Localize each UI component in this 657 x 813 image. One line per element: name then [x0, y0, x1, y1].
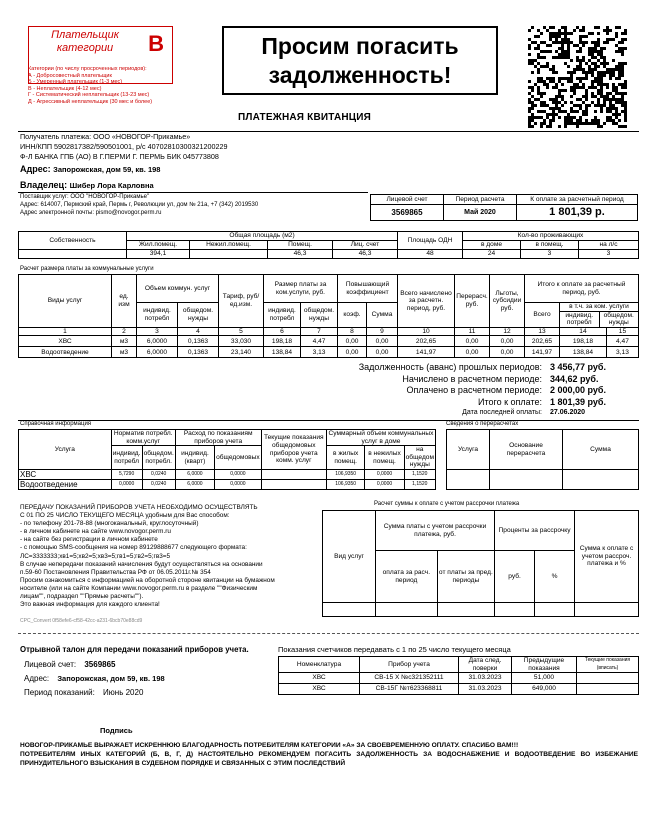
table-row	[19, 480, 436, 490]
living-area: 394,1	[127, 250, 190, 259]
cell: 0,00	[490, 347, 525, 358]
cell: 23,140	[219, 347, 264, 358]
address-label: Адрес:	[20, 164, 51, 174]
notice-line: ПЕРЕДАЧУ ПОКАЗАНИЙ ПРИБОРОВ УЧЕТА НЕОБХОДИМО ОСУЩЕСТВЛЯТЬ	[20, 504, 258, 511]
page-title: ПЛАТЕЖНАЯ КВИТАНЦИЯ	[238, 112, 372, 123]
notice-line: Это важная информация для каждого клиента!	[20, 601, 160, 609]
cell: 0,0000	[215, 480, 262, 490]
inst-h-prev: от платы за пред. периоды	[437, 551, 494, 603]
cell: 0,0000	[365, 470, 404, 480]
calc-h-total-accrued: Всего начислено за расчетн. период, руб.	[398, 275, 455, 328]
rd-h-nom: Номенклатура	[279, 657, 360, 673]
col-number: 5	[219, 327, 264, 336]
footer-recommend: ПОТРЕБИТЕЛЯМ ИНЫХ КАТЕГОРИЙ (Б, В, Г, Д) НАСТОЯТЕЛЬНО РЕКОМЕНДУЕМ ПОГАСИТЬ ЗАДОЛЖЕННОСТЬ ЗА ВОДОСНАБЖЕНИЕ И ВОДООТВЕДЕНИЕ ВО ИЗБЕЖАНИЕ ПРИНУДИТЕЛЬНОГО ВЗЫСКАНИЯ В СУДЕБНОМ ПОРЯДКЕ И СВЯЗАННЫХ С ЭТИМ ПОСЛЕДСТВИЙ	[20, 751, 638, 767]
notice-line: - на сайте без регистрации в личном кабинете	[20, 536, 158, 544]
col-number: 4	[178, 327, 219, 336]
premises-area: 46,3	[268, 250, 333, 259]
calc-h-ch-common: общедом. нужды	[301, 303, 338, 328]
notice-line: лицам"", подраздел ""Прямые расчеты"").	[20, 593, 144, 601]
cell: 649,000	[512, 684, 577, 695]
debt-value: 3 456,77 руб.	[550, 362, 606, 372]
residents-ls: 3	[579, 250, 639, 259]
cell: 0,1363	[178, 347, 219, 358]
summary-row-debt	[200, 362, 640, 374]
ref-h-service: Услуга	[19, 430, 112, 470]
cell: 0,0000	[365, 480, 404, 490]
address-row	[20, 164, 160, 174]
col-number: 9	[367, 327, 398, 336]
cell: СВ-15Г №т623368811	[360, 684, 459, 695]
summary-row-lastpay	[200, 408, 640, 417]
col-number: 14	[560, 327, 607, 336]
calc-h-tp-common: общедом. нужды	[603, 311, 634, 327]
category-list-item: А - Добросовестный плательщик	[28, 72, 112, 79]
cell: 4,47	[301, 336, 338, 347]
premises-area-header: Помещ.	[268, 241, 333, 250]
table-row	[19, 336, 639, 347]
table-row	[447, 470, 639, 490]
cell: 0,00	[367, 336, 398, 347]
reference-table	[18, 429, 436, 490]
ownership-header: Собственность	[19, 232, 127, 250]
cell: 198,18	[264, 336, 301, 347]
calc-h-vol-common: общедом. нужды	[178, 303, 219, 328]
lastpay-value: 27.06.2020	[550, 409, 586, 416]
cell: 6,0000	[175, 470, 214, 480]
table-row	[279, 673, 639, 684]
reference-title: Справочная информация	[20, 421, 92, 427]
personal-area: 46,3	[333, 250, 398, 259]
amount-label: К оплате за расчетный период	[517, 195, 638, 205]
cell: 6,0000	[137, 336, 178, 347]
col-number: 11	[455, 327, 490, 336]
stub-period-label: Период показаний:	[24, 688, 95, 697]
inst-h-pay: оплата за расч. период	[376, 551, 438, 603]
cell: 0,00	[455, 336, 490, 347]
in-house-header: в доме	[463, 241, 521, 250]
inst-h-service: Вид услуг	[323, 511, 376, 603]
calc-h-coef: Повышающий коэффициент	[338, 275, 398, 303]
calc-h-incl-wrap	[560, 303, 639, 328]
footer-thanks: НОВОГОР-ПРИКАМЬЕ ВЫРАЖАЕТ ИСКРЕННЮЮ БЛАГОДАРНОСТЬ ПОТРЕБИТЕЛЯМ КАТЕГОРИИ «А» ЗА СВОЕВРЕМЕННУЮ ОПЛАТУ. СПАСИБО ВАМ!!!	[20, 742, 519, 749]
col-number: 6	[264, 327, 301, 336]
notice-line: В случае непередачи показаний начисления будут осуществляться на основании	[20, 560, 263, 568]
cell: 141,97	[398, 347, 455, 358]
owner-value: Шибер Лора Карловна	[69, 181, 154, 190]
cell: 4,47	[606, 336, 638, 347]
recalc-title: Сведения о перерасчетах	[446, 421, 519, 427]
billing-period: Май 2020	[444, 205, 517, 221]
residents-header: Кол-во проживающих	[463, 232, 639, 241]
odn-area: 48	[398, 250, 463, 259]
cell: 0,00	[455, 347, 490, 358]
rd-h-date: Дата след. поверки	[459, 657, 512, 673]
notice-line: носителе (или на сайте Компании www.novogor.perm.ru в разделе ""Физическим	[20, 584, 258, 592]
calc-h-coef-k: коэф.	[338, 303, 367, 328]
inst-h-rub: руб.	[495, 551, 535, 603]
cell: 31.03.2023	[459, 684, 512, 695]
notice-line: - по телефону 201-78-88 (многоканальный, круглосуточный)	[20, 520, 199, 528]
cell: 138,84	[264, 347, 301, 358]
notice-line: п.59-60 Постановления Правительства РФ от 06.05.2011г.№ 354	[20, 568, 211, 576]
calc-section-title: Расчет размера платы за коммунальные услуги	[20, 266, 154, 272]
ref-h-sum-common: на общедом нужды	[405, 446, 434, 469]
cell: 106,9350	[326, 470, 364, 480]
cell: 141,97	[525, 347, 560, 358]
supplier-name: Поставщик услуг: ООО "НОВОГОР-Прикамье"	[20, 194, 150, 200]
calc-h-vol-ind: индивид. потребл	[137, 303, 178, 328]
meter-notice	[20, 504, 320, 609]
notice-line: С 01 ПО 25 ЧИСЛО ТЕКУЩЕГО МЕСЯЦА удобным для Вас способом:	[20, 512, 230, 520]
cell: 198,18	[560, 336, 607, 347]
ref-h-norm-common: общедом. потребл.	[142, 446, 175, 470]
debt-warning-line2: задолженность!	[268, 62, 452, 88]
col-number: 8	[338, 327, 367, 336]
total-value: 1 801,39 руб.	[550, 396, 606, 407]
account-number: 3569865	[371, 205, 444, 221]
rd-h-device: Прибор учета	[360, 657, 459, 673]
cell: ХВС	[279, 684, 360, 695]
cell: 33,030	[219, 336, 264, 347]
category-list-item: Б - Умеренный плательщик (1-3 мес)	[28, 79, 123, 86]
col-number: 1	[19, 327, 112, 336]
account-label: Лицевой счет	[371, 195, 444, 205]
residents-in-house: 24	[463, 250, 521, 259]
calc-h-total: Всего	[525, 303, 560, 328]
stub-address-row	[24, 674, 165, 683]
calc-h-ch-ind: индивид. потребл	[264, 303, 301, 328]
ref-h-norm-ind: индивид. потребл	[111, 446, 142, 470]
cell	[261, 480, 326, 490]
cell: 5,7290	[111, 470, 142, 480]
cell: 1,1520	[404, 480, 435, 490]
lastpay-label: Дата последней оплаты:	[462, 409, 542, 416]
owner-label: Владелец:	[20, 180, 68, 190]
inst-h-pct: Проценты за рассрочку	[495, 511, 575, 551]
convert-code: CPC_Convert 0f58efe6-cf58-42cc-a231-6bcb70e88cd9	[20, 618, 143, 624]
supplier-email: Адрес электронной почты: pismo@novogor.perm.ru	[20, 210, 162, 216]
category-list-item: Д - Агрессивный неплательщик (30 мес и более)	[28, 98, 153, 105]
installment-title: Расчет суммы к оплате с учетом рассрочки платежа	[374, 501, 520, 507]
address-value: Запорожская, дом 59, кв. 198	[53, 165, 161, 174]
signature-label: Подпись	[100, 726, 133, 735]
ref-h-sum-nonliving: в нежилых помещ.	[365, 446, 404, 470]
recalc-table	[446, 429, 639, 490]
table-row	[279, 684, 639, 695]
col-number: 3	[137, 327, 178, 336]
stub-account-label: Лицевой счет:	[24, 660, 77, 669]
current-reading-input[interactable]	[577, 684, 639, 695]
recalc-h-reason: Основание перерасчета	[490, 430, 563, 470]
cell: 202,65	[398, 336, 455, 347]
current-reading-input[interactable]	[577, 673, 639, 684]
calc-h-service: Виды услуг	[19, 275, 112, 328]
total-label: Итого к оплате:	[478, 396, 542, 407]
ls-header: на л/с	[579, 241, 639, 250]
col-number: 10	[398, 327, 455, 336]
ref-h-sum: Суммарный объем коммунальных услуг в доме	[326, 430, 435, 446]
stub-account-value: 3569865	[84, 660, 116, 669]
paid-value: 2 000,00 руб.	[550, 385, 606, 395]
ref-h-meter-ind: индивид. (кварт)	[175, 446, 214, 470]
cell: 6,0000	[137, 347, 178, 358]
cell: 0,1363	[178, 336, 219, 347]
rd-h-prev: Предыдущие показания	[512, 657, 577, 673]
cell: 3,13	[301, 347, 338, 358]
installment-table	[322, 510, 639, 617]
cell: 51,000	[512, 673, 577, 684]
cell: 202,65	[525, 336, 560, 347]
calc-h-charge: Размер платы за ком.услуги, руб.	[264, 275, 338, 303]
notice-line: - с помощью SMS-сообщения на номер 89129888677 следующего формата:	[20, 544, 247, 552]
category-list-item: Г - Систематический неплательщик (13-23 мес)	[28, 92, 150, 99]
ref-h-norm: Норматив потребл. комм.услуг	[111, 430, 175, 446]
in-room-header: в помещ.	[521, 241, 579, 250]
cell: 0,00	[367, 347, 398, 358]
calc-h-volume: Объем коммун. услуг	[137, 275, 219, 303]
ref-h-sum-living: в жилых помещ.	[326, 446, 364, 470]
footer-text	[20, 741, 638, 768]
personal-area-header: Лиц. счет	[333, 241, 398, 250]
paid-label: Оплачено в расчетном периоде:	[406, 385, 542, 395]
category-list	[28, 66, 188, 106]
table-row	[323, 603, 639, 617]
ownership-value	[19, 250, 127, 259]
cell: 0,0240	[142, 470, 175, 480]
debt-warning-banner	[222, 26, 498, 95]
calc-h-tp-ind: индивид. потребл	[560, 312, 600, 327]
calc-h-total-pay: Итого к оплате за расчетный период, руб.	[525, 275, 639, 303]
cell: 31.03.2023	[459, 673, 512, 684]
area-header: Общая площадь (м2)	[127, 232, 398, 241]
supplier-address: Адрес: 614007, Пермский край, Пермь г, Революции ул, дом № 21а, +7 (342) 2019530	[20, 202, 259, 208]
recipient-line2: ИНН/КПП 5902817382/590501001, р/с 40702810300321200229	[20, 142, 228, 151]
category-list-item: В - Неплательщик (4-12 мес)	[28, 85, 102, 92]
accrued-label: Начислено в расчетном периоде:	[402, 373, 542, 384]
cell: ХВС	[19, 336, 112, 347]
calc-h-recalc: Перерасч. руб.	[455, 275, 490, 328]
col-number: 12	[490, 327, 525, 336]
col-number: 15	[606, 327, 638, 336]
stub-address-value: Запорожская, дом 59, кв. 198	[57, 674, 165, 683]
col-number: 13	[525, 327, 560, 336]
cell: 0,0240	[142, 480, 175, 490]
table-row	[19, 347, 639, 358]
owner-row	[20, 180, 154, 190]
cell: Водоотведение	[19, 347, 112, 358]
summary-row-total	[200, 397, 640, 409]
debt-warning-line1: Просим погасить	[261, 33, 459, 59]
stub-address-label: Адрес:	[24, 674, 50, 683]
cell: СВ-15 Х №с321352111	[360, 673, 459, 684]
category-list-item: Категории (по числу просроченных периодов):	[28, 66, 147, 72]
nonliving-area	[190, 250, 268, 259]
calc-h-tariff: Тариф, руб/ед.изм.	[219, 275, 264, 328]
cell: 0,00	[338, 336, 367, 347]
ref-h-meter-common: общедомовых	[215, 446, 262, 470]
amount-due: 1 801,39 р.	[517, 205, 638, 221]
summary-row-paid	[200, 385, 640, 397]
calc-h-coef-sum: Сумма	[367, 303, 398, 328]
cell: м3	[112, 336, 137, 347]
cell: 6,0000	[175, 480, 214, 490]
cell: Водоотведение	[19, 480, 112, 490]
ref-h-current: Текущие показания общедомовых приборов учета комм. услуг	[261, 430, 326, 470]
col-number: 7	[301, 327, 338, 336]
inst-h-total: Сумма к оплате с учетом рассроч. платежа и %	[575, 511, 639, 603]
table-row	[19, 470, 436, 480]
stub-period-value: Июнь 2020	[103, 688, 144, 697]
notice-line: ЛС=3333333;хв1=5;хв2=5;хв3=5;гв1=5;гв2=5;гв3=5	[20, 552, 171, 560]
calc-table	[18, 274, 639, 358]
cell: 0,0000	[111, 480, 142, 490]
accrued-value: 344,62 руб.	[550, 373, 599, 384]
cell: 0,0000	[215, 470, 262, 480]
cell: 1,1520	[404, 470, 435, 480]
readings-table	[278, 656, 639, 695]
period-label: Период расчета	[444, 195, 517, 205]
calc-col-numbers	[19, 327, 639, 336]
notice-line: Просим ознакомиться с информацией на оборотной стороне квитанции на бумажном	[20, 576, 275, 584]
cell: ХВС	[19, 470, 112, 480]
ref-h-meter: Расход по показаниям приборов учета	[175, 430, 261, 446]
calc-h-incl-subs	[560, 312, 638, 327]
account-summary-table	[370, 194, 638, 221]
cell	[261, 470, 326, 480]
rd-h-current: Текущие показания (вписать)	[577, 657, 639, 673]
area-odn-header: Площадь ОДН	[398, 232, 463, 250]
cell: 3,13	[606, 347, 638, 358]
calc-h-benefits: Льготы, субсидии руб.	[490, 275, 525, 328]
living-area-header: Жил.помещ.	[127, 241, 190, 250]
summary-row-accrued	[200, 374, 640, 386]
stub-period-row	[24, 688, 143, 697]
cell: 0,00	[490, 336, 525, 347]
readings-title: Показания счетчиков передавать с 1 по 25 число текущего месяца	[278, 645, 511, 654]
recalc-h-service: Услуга	[447, 430, 490, 470]
cell: 106,9350	[326, 480, 364, 490]
payer-category-label: Плательщик категории	[51, 29, 119, 54]
recipient-line3: Ф-Л БАНКА ГПБ (АО) В Г.ПЕРМИ Г. ПЕРМЬ БИК 045773808	[20, 152, 219, 161]
summary-block	[200, 362, 640, 417]
calc-h-unit: ед. изм	[112, 275, 137, 328]
cell: м3	[112, 347, 137, 358]
inst-h-percent: %	[535, 551, 575, 603]
cell: 138,84	[560, 347, 607, 358]
cut-line	[18, 633, 639, 634]
divider	[18, 420, 639, 421]
debt-label: Задолженность (аванс) прошлых периодов:	[358, 362, 542, 372]
property-table	[18, 231, 639, 259]
calc-h-incl: в т.ч. за ком. услуги	[560, 303, 638, 312]
recalc-h-sum: Сумма	[563, 430, 639, 470]
notice-line: - в личном кабинете на сайте www.novogor.perm.ru	[20, 528, 171, 536]
qr-code-icon	[528, 26, 628, 128]
cell: 0,00	[338, 347, 367, 358]
residents-in-room: 3	[521, 250, 579, 259]
stub-title: Отрывной талон для передачи показаний приборов учета.	[20, 645, 249, 654]
cell: ХВС	[279, 673, 360, 684]
payer-category-value: В	[148, 31, 164, 56]
recipient-line1: Получатель платежа: ООО «НОВОГОР-Прикамье»	[20, 132, 191, 141]
col-number: 2	[112, 327, 137, 336]
inst-h-sum: Сумма платы с учетом рассрочки платежа, руб.	[376, 511, 495, 551]
divider	[18, 192, 368, 193]
stub-account-row	[24, 660, 116, 669]
nonliving-area-header: Нежил.помещ.	[190, 241, 268, 250]
